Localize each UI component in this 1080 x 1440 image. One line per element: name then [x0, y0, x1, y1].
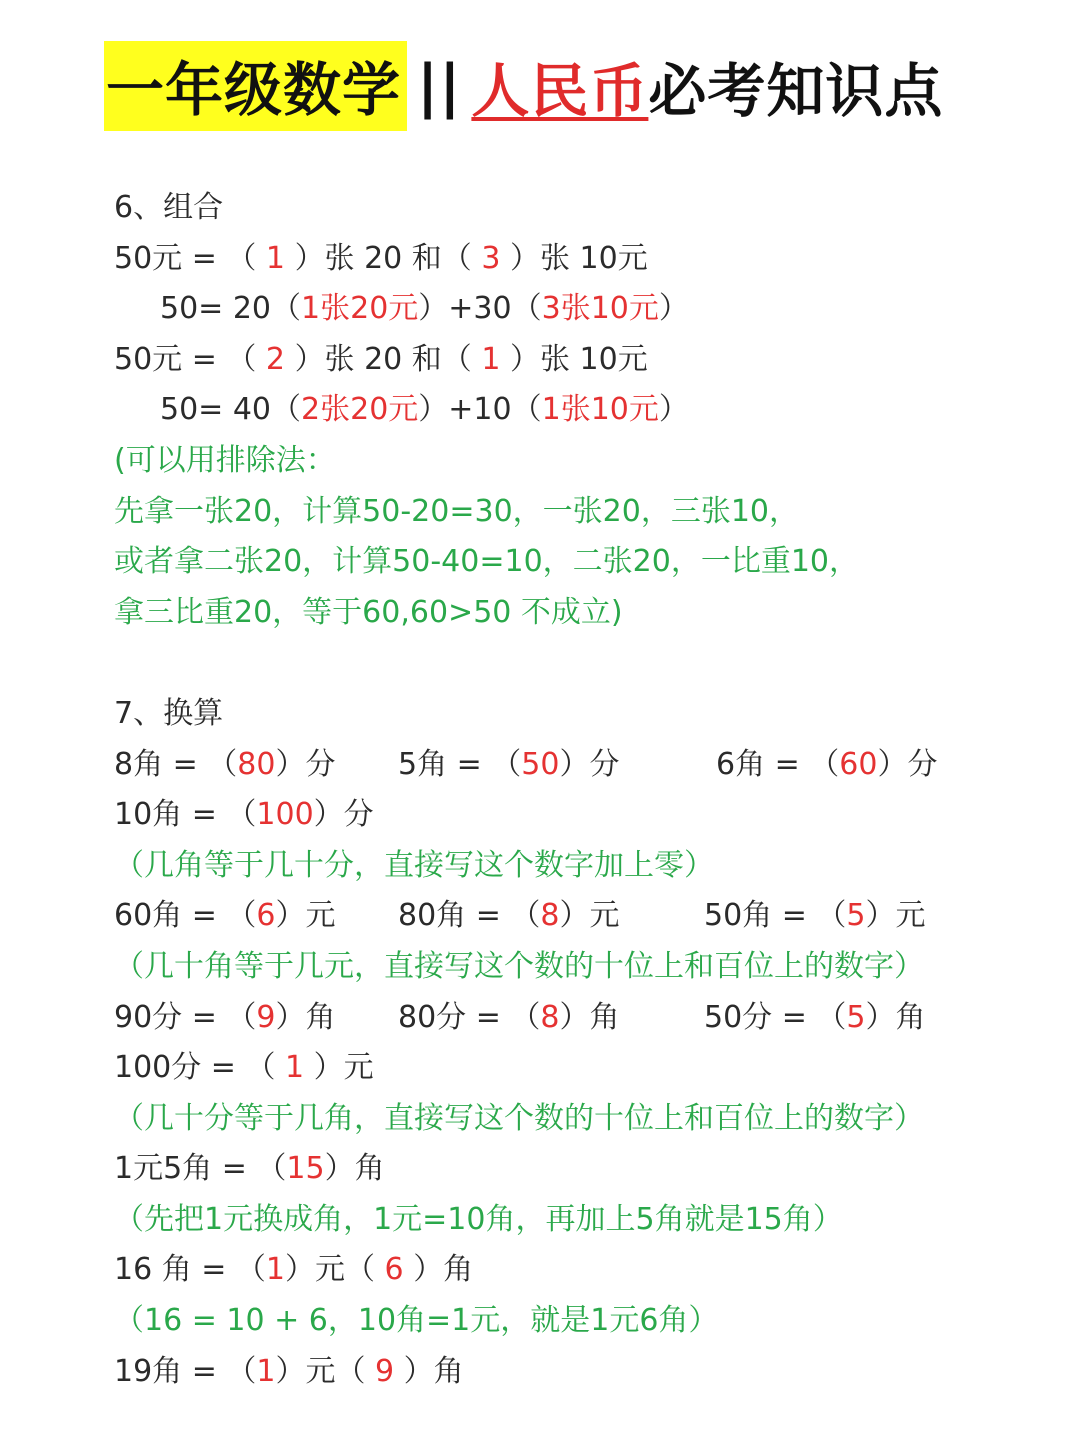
text: 50角 = （ — [704, 898, 847, 934]
section-7-heading: 7、换算 — [114, 695, 224, 731]
answer: 1 — [265, 1252, 286, 1288]
conversion-row-1 — [114, 740, 1034, 791]
answer: 80 — [237, 746, 276, 782]
text: 60角 = （ — [114, 898, 257, 934]
text: ）分 — [559, 746, 620, 782]
answer: 1张10元 — [541, 392, 659, 428]
text: ）角 — [865, 999, 926, 1035]
text: ）分 — [313, 797, 374, 833]
answer: 3张10元 — [541, 291, 659, 327]
section-6-heading: 6、组合 — [114, 190, 224, 225]
text: ）分 — [877, 746, 938, 782]
answer: 15 — [286, 1151, 325, 1187]
combo-row-1 — [114, 234, 1034, 285]
conversion-row-6 — [114, 1144, 1034, 1195]
answer: 3 — [471, 240, 510, 276]
text: ）+30（ — [418, 291, 542, 327]
text: ）张 10元 — [509, 341, 648, 377]
conversion-item — [704, 993, 925, 1044]
text: ）元（ — [275, 1353, 366, 1389]
text: 50元 = （ — [114, 240, 257, 276]
text: ）张 20 和（ — [294, 341, 472, 377]
content — [114, 183, 1034, 1397]
text: 100分 = （ — [114, 1050, 276, 1086]
text: 10角 = （ — [114, 797, 257, 833]
title-red-keyword: 人民币 — [471, 57, 649, 125]
conversion-item — [398, 891, 619, 942]
answer: 100 — [256, 797, 314, 833]
answer: 5 — [846, 999, 866, 1035]
answer: 8 — [540, 898, 560, 934]
text: ） — [658, 291, 689, 327]
conversion-row-5 — [114, 1043, 1034, 1094]
answer: 60 — [839, 746, 878, 782]
answer: 6 — [375, 1252, 414, 1288]
note-line: (可以用排除法： — [114, 442, 336, 478]
note-line: （几十分等于几角，直接写这个数的十位上和百位上的数字） — [114, 1100, 924, 1136]
text: 50= 40（ — [160, 392, 302, 428]
text: ）角 — [559, 999, 620, 1035]
text: ）元 — [275, 898, 336, 934]
title-rest: 必考知识点 — [648, 57, 944, 125]
text: 5角 = （ — [398, 746, 522, 782]
title-separator: || — [417, 52, 462, 120]
text: 80角 = （ — [398, 898, 541, 934]
text: 1元5角 = （ — [114, 1151, 287, 1187]
answer: 2张20元 — [301, 392, 419, 428]
text: ）分 — [275, 746, 336, 782]
conversion-item — [704, 891, 925, 942]
text: ）角 — [413, 1252, 474, 1288]
text: ）角 — [403, 1353, 464, 1389]
conversion-item — [114, 993, 335, 1044]
text: ）+10（ — [418, 392, 542, 428]
conversion-row-4 — [114, 993, 1034, 1044]
conversion-item — [398, 993, 619, 1044]
answer: 1 — [256, 240, 295, 276]
answer: 1 — [275, 1050, 314, 1086]
answer: 1张20元 — [301, 291, 419, 327]
conversion-item — [114, 740, 335, 791]
text: 50= 20（ — [160, 291, 302, 327]
conversion-row-8 — [114, 1347, 1034, 1398]
answer: 2 — [256, 341, 295, 377]
note-line: （16 = 10 + 6，10角=1元，就是1元6角） — [114, 1303, 719, 1339]
text: 8角 = （ — [114, 746, 238, 782]
conversion-row-2 — [114, 790, 1034, 841]
text: ）张 10元 — [509, 240, 648, 276]
text: 6角 = （ — [716, 746, 840, 782]
note-line: （几角等于几十分，直接写这个数字加上零） — [114, 847, 714, 883]
combo-row-2 — [114, 284, 1034, 335]
text: ）角 — [324, 1151, 385, 1187]
text: ）张 20 和（ — [294, 240, 472, 276]
combo-row-4 — [114, 385, 1034, 436]
text: 80分 = （ — [398, 999, 541, 1035]
note-line: （几十角等于几元，直接写这个数的十位上和百位上的数字） — [114, 948, 924, 984]
spacer — [114, 638, 1034, 689]
text: ）角 — [275, 999, 336, 1035]
text: 16 角 = （ — [114, 1252, 266, 1288]
note-line: 或者拿二张20，计算50-40=10，二张20，一比重10， — [114, 544, 860, 580]
conversion-row-3 — [114, 891, 1034, 942]
answer: 1 — [256, 1353, 276, 1389]
answer: 9 — [365, 1353, 404, 1389]
answer: 8 — [540, 999, 560, 1035]
answer: 1 — [471, 341, 510, 377]
text: ） — [658, 392, 689, 428]
text: 50分 = （ — [704, 999, 847, 1035]
conversion-item — [114, 891, 335, 942]
note-line: （先把1元换成角，1元=10角，再加上5角就是15角） — [114, 1201, 843, 1237]
text: ）元（ — [285, 1252, 376, 1288]
note-line: 先拿一张20，计算50-20=30，一张20，三张10， — [114, 493, 800, 529]
answer: 9 — [256, 999, 276, 1035]
page-title — [104, 44, 943, 128]
conversion-item — [398, 740, 619, 791]
text: 19角 = （ — [114, 1353, 257, 1389]
text: 50元 = （ — [114, 341, 257, 377]
title-highlight: 一年级数学 — [104, 41, 407, 131]
text: ）元 — [313, 1050, 374, 1086]
answer: 6 — [256, 898, 276, 934]
answer: 5 — [846, 898, 866, 934]
text: ）元 — [559, 898, 620, 934]
conversion-item — [716, 740, 937, 791]
text: ）元 — [865, 898, 926, 934]
conversion-row-7 — [114, 1245, 1034, 1296]
note-line: 拿三比重20，等于60,60>50 不成立) — [114, 594, 623, 630]
combo-row-3 — [114, 335, 1034, 386]
text: 90分 = （ — [114, 999, 257, 1035]
answer: 50 — [521, 746, 560, 782]
